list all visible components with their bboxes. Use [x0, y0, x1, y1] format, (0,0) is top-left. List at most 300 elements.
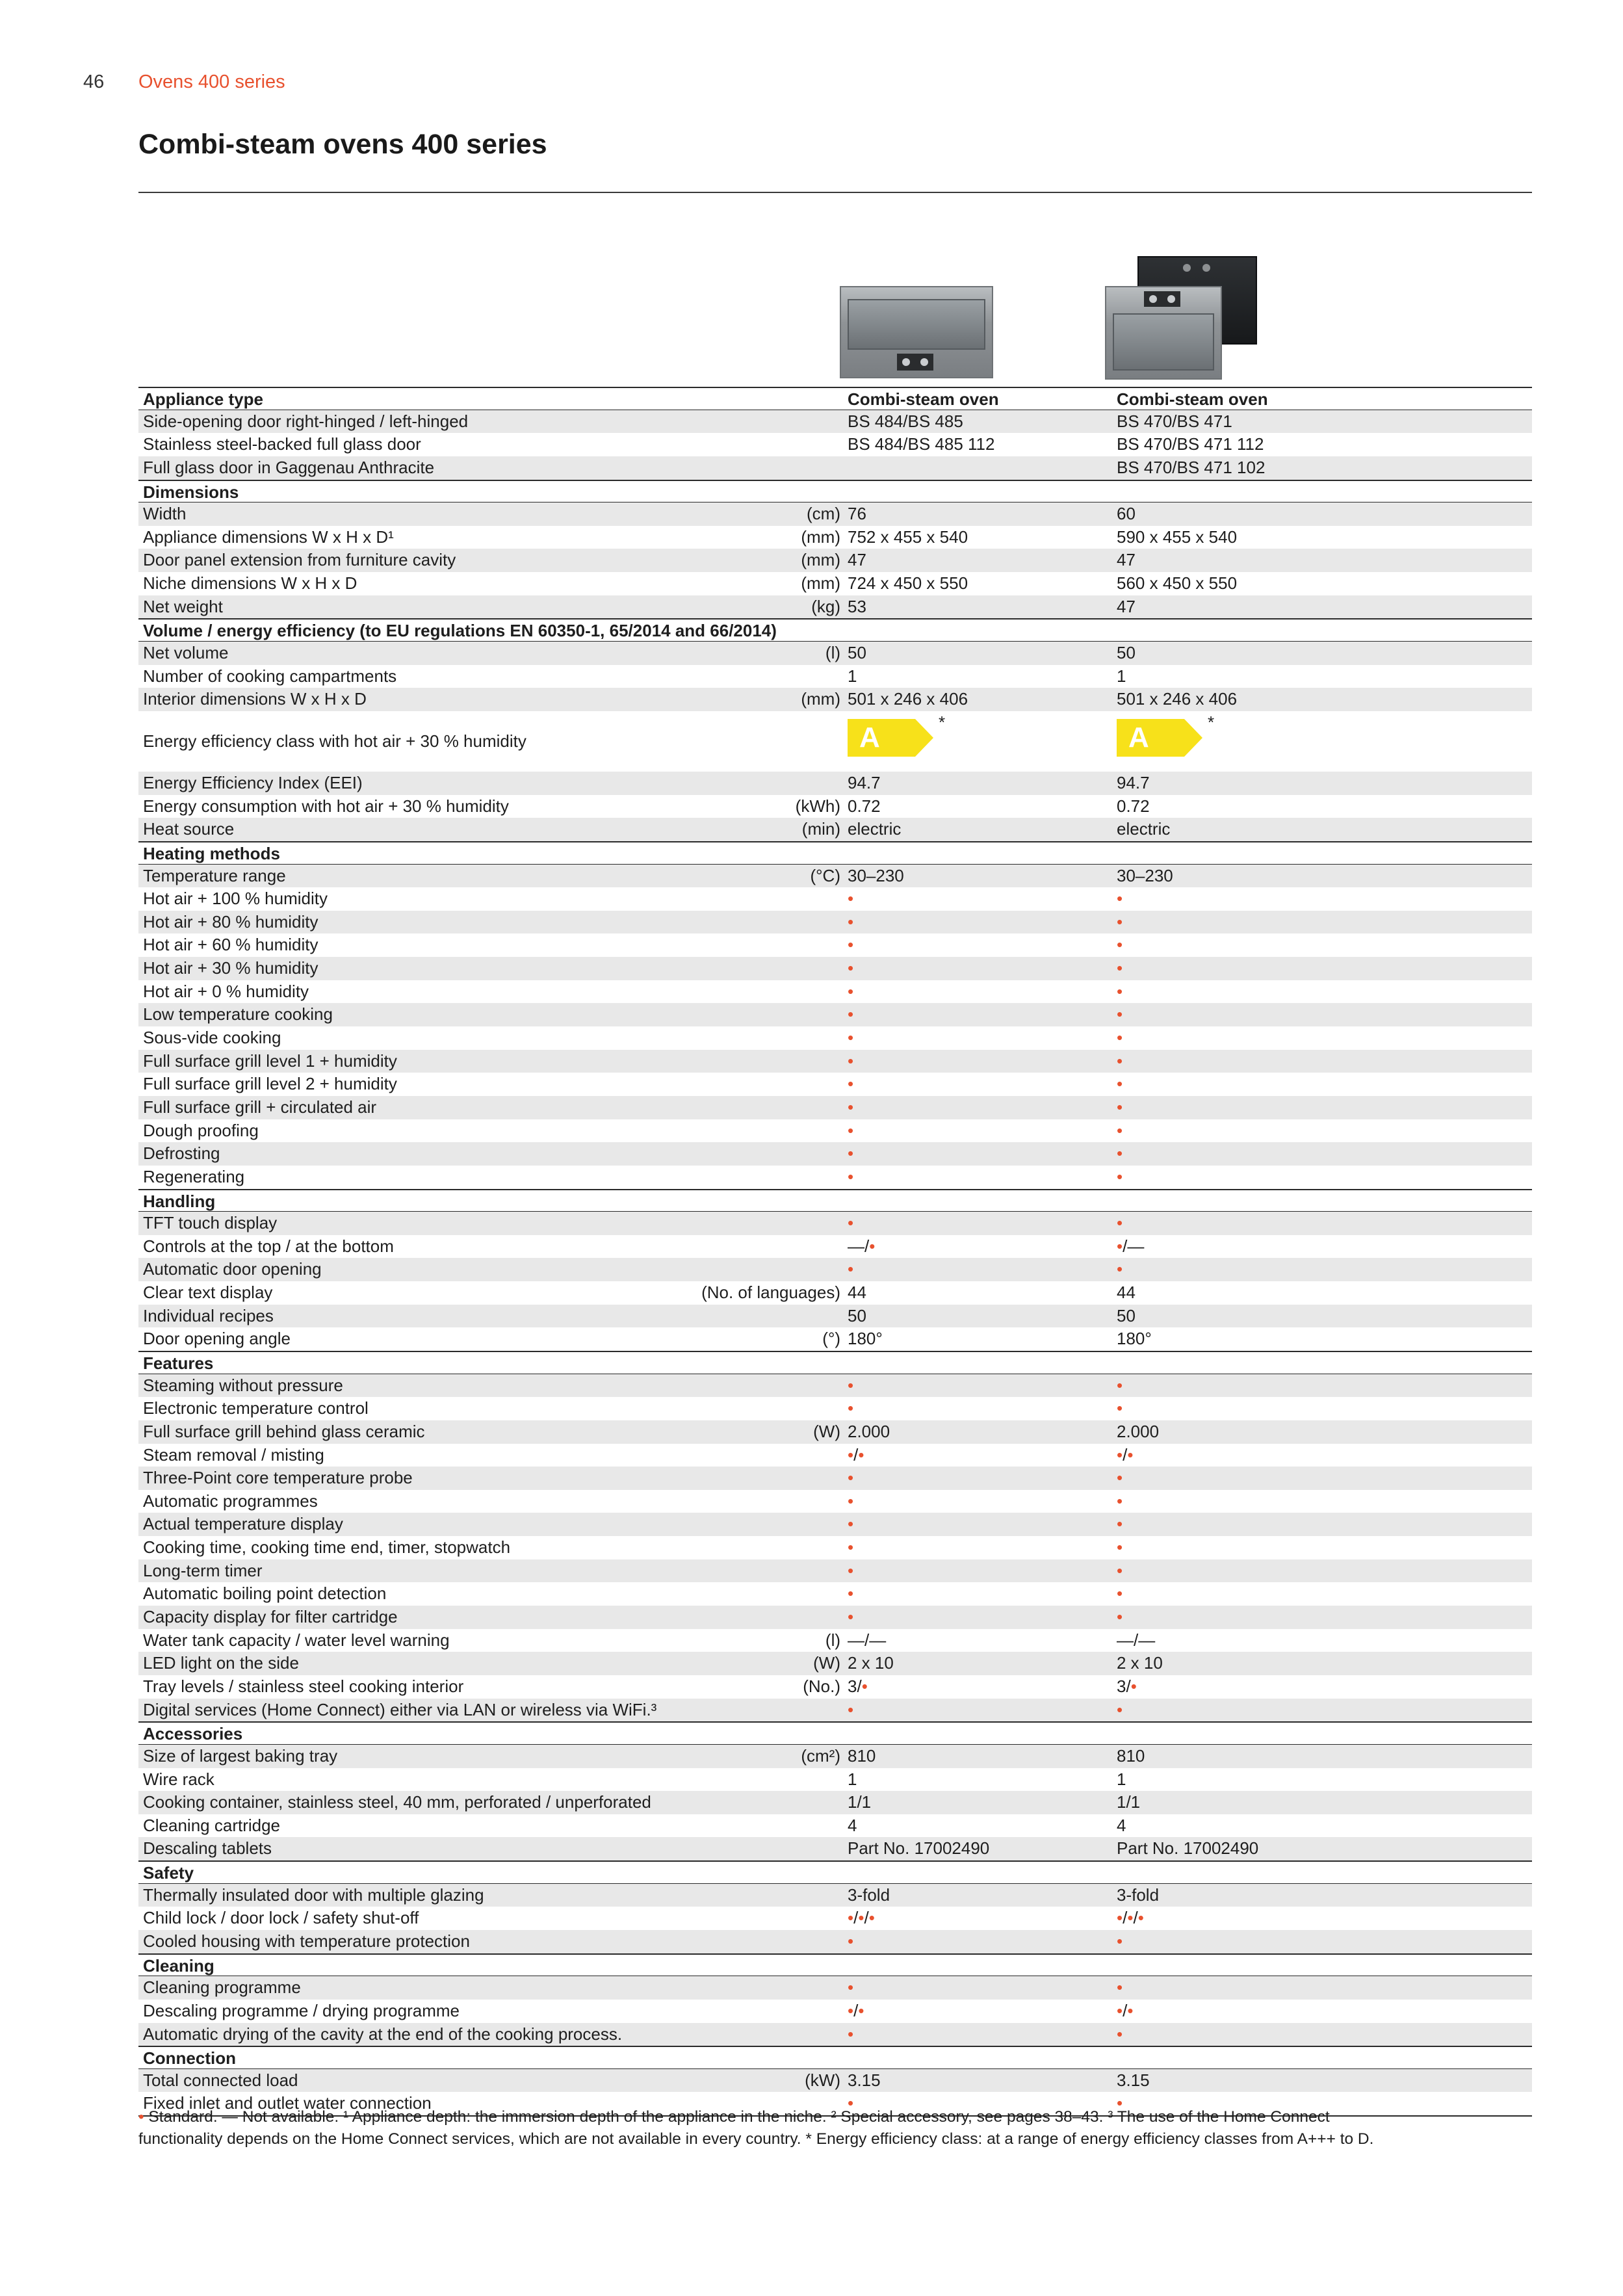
row-unit: (cm²): [801, 1745, 840, 1766]
table-row: [138, 980, 1532, 1004]
row-label: Hot air + 100 % humidity: [143, 889, 328, 909]
row-label: Width: [143, 504, 187, 524]
table-row: [138, 865, 1532, 888]
cell-bs470: •: [1117, 1004, 1123, 1024]
table-row: [138, 1119, 1532, 1143]
table-row: [138, 1629, 1532, 1652]
energy-class-letter: A: [1128, 721, 1149, 753]
cell-bs470: •: [1117, 889, 1123, 909]
row-label: Net weight: [143, 596, 223, 616]
cell-bs484: Part No. 17002490: [848, 1838, 990, 1859]
cell-bs484: 94.7: [848, 772, 881, 792]
cell-bs484: •: [848, 2024, 854, 2044]
cell-bs470: •: [1117, 1375, 1123, 1395]
footnote-line-1: Standard. — Not available. ¹ Appliance depth: the immersion depth of the appliance in the niche. ² Special accessory, see pages 38–43. ³ The use of the Home Connect: [144, 2108, 1330, 2126]
cell-bs484: •: [848, 1560, 854, 1580]
row-label: Appliance dimensions W x H x D¹: [143, 527, 394, 547]
table-row: [138, 911, 1532, 934]
cell-bs484: electric: [848, 819, 902, 839]
cell-bs484: BS 484/BS 485 112: [848, 434, 995, 454]
cell-bs484: 44: [848, 1283, 866, 1303]
row-label: Electronic temperature control: [143, 1398, 369, 1418]
spec-table: [138, 387, 1532, 2117]
row-label: Accessories: [143, 1724, 243, 1744]
row-label: Energy Efficiency Index (EEI): [143, 772, 363, 792]
oven-image-bs470: [1105, 256, 1258, 380]
cell-bs484: 3/•: [848, 1676, 868, 1696]
section-header-row: [138, 1721, 1532, 1745]
row-label: Dough proofing: [143, 1120, 259, 1140]
table-row: [138, 1513, 1532, 1536]
cell-bs484: •/•: [848, 2000, 864, 2020]
table-row: [138, 772, 1532, 795]
cell-bs484: 752 x 455 x 540: [848, 527, 968, 547]
cell-bs484: 2 x 10: [848, 1653, 894, 1673]
cell-bs470: •: [1117, 911, 1123, 932]
cell-bs470: •: [1117, 1050, 1123, 1071]
table-row: [138, 1745, 1532, 1768]
table-row: [138, 818, 1532, 841]
cell-bs484: BS 484/BS 485: [848, 411, 963, 431]
table-row: [138, 1907, 1532, 1930]
row-label: Heat source: [143, 819, 235, 839]
cell-bs470: 1: [1117, 1769, 1126, 1789]
row-unit: (No. of languages): [701, 1283, 840, 1303]
row-label: Appliance type: [143, 389, 263, 409]
cell-bs470: Combi-steam oven: [1117, 389, 1268, 409]
row-unit: (kWh): [795, 796, 840, 816]
row-label: Actual temperature display: [143, 1514, 343, 1534]
table-row: [138, 642, 1532, 665]
table-row: [138, 1420, 1532, 1444]
cell-bs470: 50: [1117, 643, 1136, 663]
row-unit: (W): [813, 1653, 840, 1673]
cell-bs470: 810: [1117, 1745, 1145, 1766]
page-number: 46: [83, 72, 105, 92]
row-unit: (°): [822, 1329, 840, 1349]
cell-bs470: 50: [1117, 1305, 1136, 1325]
cell-bs470: •: [1117, 981, 1123, 1001]
row-label: Door opening angle: [143, 1329, 291, 1349]
cell-bs484: •: [848, 1166, 854, 1186]
table-row: [138, 1652, 1532, 1675]
cell-bs470: —/—: [1117, 1630, 1156, 1650]
table-row: [138, 957, 1532, 980]
row-unit: (l): [825, 1630, 840, 1650]
cell-bs484: 1: [848, 666, 857, 686]
row-label: Size of largest baking tray: [143, 1745, 338, 1766]
title-divider: [138, 192, 1532, 193]
row-label: Handling: [143, 1191, 216, 1211]
cell-bs484: 180°: [848, 1329, 883, 1349]
row-label: Defrosting: [143, 1143, 220, 1164]
cell-bs484: •: [848, 1607, 854, 1627]
table-row: [138, 1026, 1532, 1050]
row-label: Energy efficiency class with hot air + 30 % humidity: [143, 731, 526, 751]
cell-bs484: •: [848, 1120, 854, 1140]
row-unit: (W): [813, 1421, 840, 1441]
cell-bs484: 3.15: [848, 2070, 881, 2090]
row-label: Child lock / door lock / safety shut-off: [143, 1908, 419, 1928]
row-label: Low temperature cooking: [143, 1004, 333, 1024]
row-label: Cleaning programme: [143, 1977, 301, 1998]
row-label: Dimensions: [143, 482, 239, 502]
cell-bs470: •: [1117, 1143, 1123, 1164]
energy-class-badge: [1117, 712, 1215, 757]
row-label: Full glass door in Gaggenau Anthracite: [143, 457, 435, 477]
row-label: Fixed inlet and outlet water connection: [143, 2093, 432, 2113]
cell-bs470: 1/1: [1117, 1792, 1141, 1812]
cell-bs470: •/•/•: [1117, 1908, 1144, 1928]
table-row: [138, 1003, 1532, 1026]
row-label: Controls at the top / at the bottom: [143, 1236, 394, 1256]
table-row: [138, 456, 1532, 480]
cell-bs470: •: [1117, 1097, 1123, 1117]
table-row: [138, 1884, 1532, 1907]
cell-bs484: •: [848, 958, 854, 978]
cell-bs484: •/•: [848, 1444, 864, 1465]
row-label: Safety: [143, 1863, 194, 1883]
cell-bs470: electric: [1117, 819, 1171, 839]
table-row: [138, 887, 1532, 911]
cell-bs470: BS 470/BS 471 112: [1117, 434, 1264, 454]
row-unit: (No.): [803, 1676, 840, 1696]
table-row: [138, 1837, 1532, 1860]
energy-footnote-star: *: [1208, 712, 1215, 732]
cell-bs484: •: [848, 1584, 854, 1604]
row-unit: (mm): [801, 527, 840, 547]
cell-bs470: 560 x 450 x 550: [1117, 573, 1238, 594]
table-row: [138, 1212, 1532, 1235]
row-label: Niche dimensions W x H x D: [143, 573, 357, 594]
row-label: Heating methods: [143, 843, 280, 863]
cell-bs484: 76: [848, 504, 866, 524]
table-row: [138, 433, 1532, 456]
cell-bs470: 501 x 246 x 406: [1117, 689, 1238, 709]
row-label: Cleaning cartridge: [143, 1815, 281, 1835]
section-name: Ovens 400 series: [138, 72, 285, 92]
page-title: Combi-steam ovens 400 series: [138, 129, 547, 160]
cell-bs470: •: [1117, 2093, 1123, 2113]
cell-bs484: •: [848, 1375, 854, 1395]
row-label: Interior dimensions W x H x D: [143, 689, 367, 709]
cell-bs470: 1: [1117, 666, 1126, 686]
table-row: [138, 1490, 1532, 1513]
cell-bs470: BS 470/BS 471 102: [1117, 457, 1266, 477]
cell-bs484: •/•/•: [848, 1908, 875, 1928]
cell-bs484: —/—: [848, 1630, 887, 1650]
row-label: Cleaning: [143, 1955, 214, 1976]
cell-bs484: •: [848, 889, 854, 909]
section-header-row: [138, 618, 1532, 642]
row-label: Regenerating: [143, 1166, 245, 1186]
row-label: Long-term timer: [143, 1560, 263, 1580]
section-header-row: [138, 1189, 1532, 1212]
cell-bs470: •: [1117, 1537, 1123, 1558]
cell-bs470: •: [1117, 1607, 1123, 1627]
row-label: Capacity display for filter cartridge: [143, 1607, 398, 1627]
table-row: [138, 688, 1532, 711]
row-label: Cooking container, stainless steel, 40 mm, perforated / unperforated: [143, 1792, 651, 1812]
row-label: Clear text display: [143, 1283, 273, 1303]
section-header-row: [138, 1351, 1532, 1374]
table-row: [138, 2023, 1532, 2046]
table-row: [138, 1768, 1532, 1792]
row-label: Volume / energy efficiency (to EU regulations EN 60350-1, 65/2014 and 66/2014): [143, 621, 777, 641]
cell-bs484: •: [848, 935, 854, 955]
cell-bs484: •: [848, 1050, 854, 1071]
section-header-row: [138, 387, 1532, 410]
cell-bs470: •/—: [1117, 1236, 1145, 1256]
cell-bs484: 50: [848, 643, 866, 663]
row-label: Features: [143, 1353, 214, 1373]
cell-bs470: •: [1117, 1931, 1123, 1951]
row-label: Hot air + 0 % humidity: [143, 981, 309, 1001]
section-header-row: [138, 1953, 1532, 1977]
table-row: [138, 410, 1532, 434]
table-row: [138, 549, 1532, 572]
table-row: [138, 1559, 1532, 1583]
cell-bs484: •: [848, 911, 854, 932]
row-label: Automatic programmes: [143, 1491, 318, 1511]
cell-bs470: •/•: [1117, 1444, 1134, 1465]
cell-bs484: Combi-steam oven: [848, 389, 999, 409]
cell-bs470: 3/•: [1117, 1676, 1137, 1696]
table-row: [138, 1258, 1532, 1281]
row-unit: (mm): [801, 573, 840, 594]
cell-bs470: 47: [1117, 550, 1136, 570]
table-row: [138, 1814, 1532, 1838]
cell-bs470: BS 470/BS 471: [1117, 411, 1232, 431]
row-unit: (min): [801, 819, 840, 839]
row-label: Hot air + 30 % humidity: [143, 958, 318, 978]
row-label: Connection: [143, 2048, 236, 2068]
row-unit: (l): [825, 643, 840, 663]
cell-bs470: •: [1117, 1166, 1123, 1186]
energy-class-letter: A: [859, 721, 880, 753]
row-label: TFT touch display: [143, 1213, 278, 1233]
cell-bs470: 4: [1117, 1815, 1126, 1835]
cell-bs484: 53: [848, 596, 866, 616]
table-row: [138, 1444, 1532, 1467]
row-label: LED light on the side: [143, 1653, 299, 1673]
cell-bs470: 590 x 455 x 540: [1117, 527, 1238, 547]
row-label: Hot air + 80 % humidity: [143, 911, 318, 932]
cell-bs470: •: [1117, 2024, 1123, 2044]
table-row: [138, 795, 1532, 818]
energy-class-badge: [848, 712, 946, 757]
row-label: Net volume: [143, 643, 229, 663]
section-header-row: [138, 841, 1532, 865]
row-label: Descaling programme / drying programme: [143, 2000, 460, 2020]
cell-bs484: •: [848, 1143, 854, 1164]
row-label: Automatic boiling point detection: [143, 1584, 387, 1604]
cell-bs470: •: [1117, 958, 1123, 978]
table-row: [138, 1397, 1532, 1420]
table-row: [138, 1281, 1532, 1305]
cell-bs484: •: [848, 981, 854, 1001]
cell-bs484: 1: [848, 1769, 857, 1789]
cell-bs470: •: [1117, 1468, 1123, 1488]
cell-bs470: •: [1117, 1491, 1123, 1511]
cell-bs484: •: [848, 1213, 854, 1233]
cell-bs470: 3-fold: [1117, 1885, 1160, 1905]
cell-bs484: 1/1: [848, 1792, 872, 1812]
row-label: Stainless steel-backed full glass door: [143, 434, 421, 454]
table-row: [138, 1374, 1532, 1398]
cell-bs484: •: [848, 1514, 854, 1534]
cell-bs470: 47: [1117, 596, 1136, 616]
cell-bs470: •: [1117, 1977, 1123, 1998]
cell-bs470: •: [1117, 1259, 1123, 1279]
table-row: [138, 933, 1532, 957]
table-row: [138, 1699, 1532, 1722]
row-label: Thermally insulated door with multiple glazing: [143, 1885, 484, 1905]
row-label: Descaling tablets: [143, 1838, 272, 1859]
row-label: Side-opening door right-hinged / left-hinged: [143, 411, 469, 431]
cell-bs470: 0.72: [1117, 796, 1150, 816]
cell-bs470: •: [1117, 1074, 1123, 1094]
cell-bs484: —/•: [848, 1236, 876, 1256]
table-row: [138, 711, 1532, 772]
cell-bs470: 60: [1117, 504, 1136, 524]
row-label: Cooled housing with temperature protection: [143, 1931, 470, 1951]
table-row: [138, 1327, 1532, 1351]
table-row: [138, 1930, 1532, 1953]
table-row: [138, 1235, 1532, 1259]
cell-bs484: •: [848, 1259, 854, 1279]
standard-bullet-icon: •: [138, 2108, 144, 2126]
row-label: Full surface grill + circulated air: [143, 1097, 377, 1117]
table-row: [138, 1606, 1532, 1629]
cell-bs470: 3.15: [1117, 2070, 1150, 2090]
table-row: [138, 1050, 1532, 1073]
row-unit: (mm): [801, 550, 840, 570]
row-unit: (mm): [801, 689, 840, 709]
table-row: [138, 1073, 1532, 1096]
row-unit: (cm): [807, 504, 840, 524]
cell-bs484: 50: [848, 1305, 866, 1325]
cell-bs470: 94.7: [1117, 772, 1150, 792]
table-row: [138, 572, 1532, 595]
cell-bs470: 44: [1117, 1283, 1136, 1303]
energy-footnote-star: *: [939, 712, 946, 732]
cell-bs470: 2.000: [1117, 1421, 1160, 1441]
cell-bs484: •: [848, 1699, 854, 1719]
cell-bs470: •: [1117, 1699, 1123, 1719]
section-header-row: [138, 480, 1532, 503]
cell-bs484: •: [848, 1398, 854, 1418]
cell-bs484: •: [848, 1537, 854, 1558]
cell-bs484: 4: [848, 1815, 857, 1835]
row-unit: (kW): [805, 2070, 840, 2090]
cell-bs470: •/•: [1117, 2000, 1134, 2020]
cell-bs470: 2 x 10: [1117, 1653, 1163, 1673]
table-row: [138, 1791, 1532, 1814]
cell-bs484: 2.000: [848, 1421, 890, 1441]
table-row: [138, 1166, 1532, 1189]
row-label: Number of cooking campartments: [143, 666, 397, 686]
cell-bs484: •: [848, 1931, 854, 1951]
cell-bs470: Part No. 17002490: [1117, 1838, 1259, 1859]
row-label: Hot air + 60 % humidity: [143, 935, 318, 955]
row-label: Energy consumption with hot air + 30 % humidity: [143, 796, 509, 816]
row-label: Sous-vide cooking: [143, 1028, 281, 1048]
row-label: Temperature range: [143, 865, 286, 885]
cell-bs484: 501 x 246 x 406: [848, 689, 968, 709]
row-label: Three-Point core temperature probe: [143, 1468, 413, 1488]
cell-bs470: •: [1117, 1120, 1123, 1140]
row-label: Full surface grill level 2 + humidity: [143, 1074, 397, 1094]
cell-bs470: •: [1117, 1560, 1123, 1580]
cell-bs484: 30–230: [848, 865, 904, 885]
cell-bs484: 47: [848, 550, 866, 570]
cell-bs470: •: [1117, 1213, 1123, 1233]
table-row: [138, 502, 1532, 526]
cell-bs470: •: [1117, 1514, 1123, 1534]
row-label: Full surface grill level 1 + humidity: [143, 1050, 397, 1071]
row-unit: (kg): [811, 596, 840, 616]
footnote: [138, 2106, 1542, 2150]
row-label: Wire rack: [143, 1769, 214, 1789]
table-row: [138, 1536, 1532, 1559]
table-row: [138, 2069, 1532, 2093]
cell-bs484: •: [848, 2093, 854, 2113]
cell-bs484: •: [848, 1491, 854, 1511]
table-row: [138, 2000, 1532, 2023]
table-row: [138, 665, 1532, 688]
cell-bs470: •: [1117, 1398, 1123, 1418]
cell-bs484: •: [848, 1977, 854, 1998]
row-label: Total connected load: [143, 2070, 298, 2090]
row-label: Digital services (Home Connect) either via LAN or wireless via WiFi.³: [143, 1699, 657, 1719]
cell-bs470: •: [1117, 1584, 1123, 1604]
table-row: [138, 595, 1532, 619]
row-label: Steaming without pressure: [143, 1375, 343, 1395]
section-header-row: [138, 1860, 1532, 1884]
row-label: Door panel extension from furniture cavity: [143, 550, 456, 570]
cell-bs470: •: [1117, 935, 1123, 955]
cell-bs484: 0.72: [848, 796, 881, 816]
row-label: Steam removal / misting: [143, 1444, 324, 1465]
cell-bs484: •: [848, 1468, 854, 1488]
row-label: Cooking time, cooking time end, timer, stopwatch: [143, 1537, 511, 1558]
table-row: [138, 1582, 1532, 1606]
row-unit: (°C): [810, 865, 840, 885]
row-label: Automatic drying of the cavity at the end of the cooking process.: [143, 2024, 623, 2044]
cell-bs470: 30–230: [1117, 865, 1173, 885]
row-label: Water tank capacity / water level warning: [143, 1630, 450, 1650]
cell-bs484: •: [848, 1074, 854, 1094]
cell-bs484: 724 x 450 x 550: [848, 573, 968, 594]
cell-bs484: •: [848, 1097, 854, 1117]
cell-bs470: •: [1117, 1028, 1123, 1048]
table-row: [138, 1675, 1532, 1699]
table-row: [138, 1305, 1532, 1328]
footnote-line-2: functionality depends on the Home Connect services, which are not available in every country. * Energy efficiency class: at a range of energy efficiency classes from A+++ to D.: [138, 2130, 1374, 2148]
row-label: Tray levels / stainless steel cooking interior: [143, 1676, 464, 1696]
table-row: [138, 1142, 1532, 1166]
table-row: [138, 1976, 1532, 2000]
cell-bs470: 180°: [1117, 1329, 1152, 1349]
cell-bs484: 810: [848, 1745, 876, 1766]
row-label: Individual recipes: [143, 1305, 274, 1325]
row-label: Full surface grill behind glass ceramic: [143, 1421, 425, 1441]
cell-bs484: •: [848, 1028, 854, 1048]
table-row: [138, 1467, 1532, 1490]
section-header-row: [138, 2046, 1532, 2069]
cell-bs484: •: [848, 1004, 854, 1024]
